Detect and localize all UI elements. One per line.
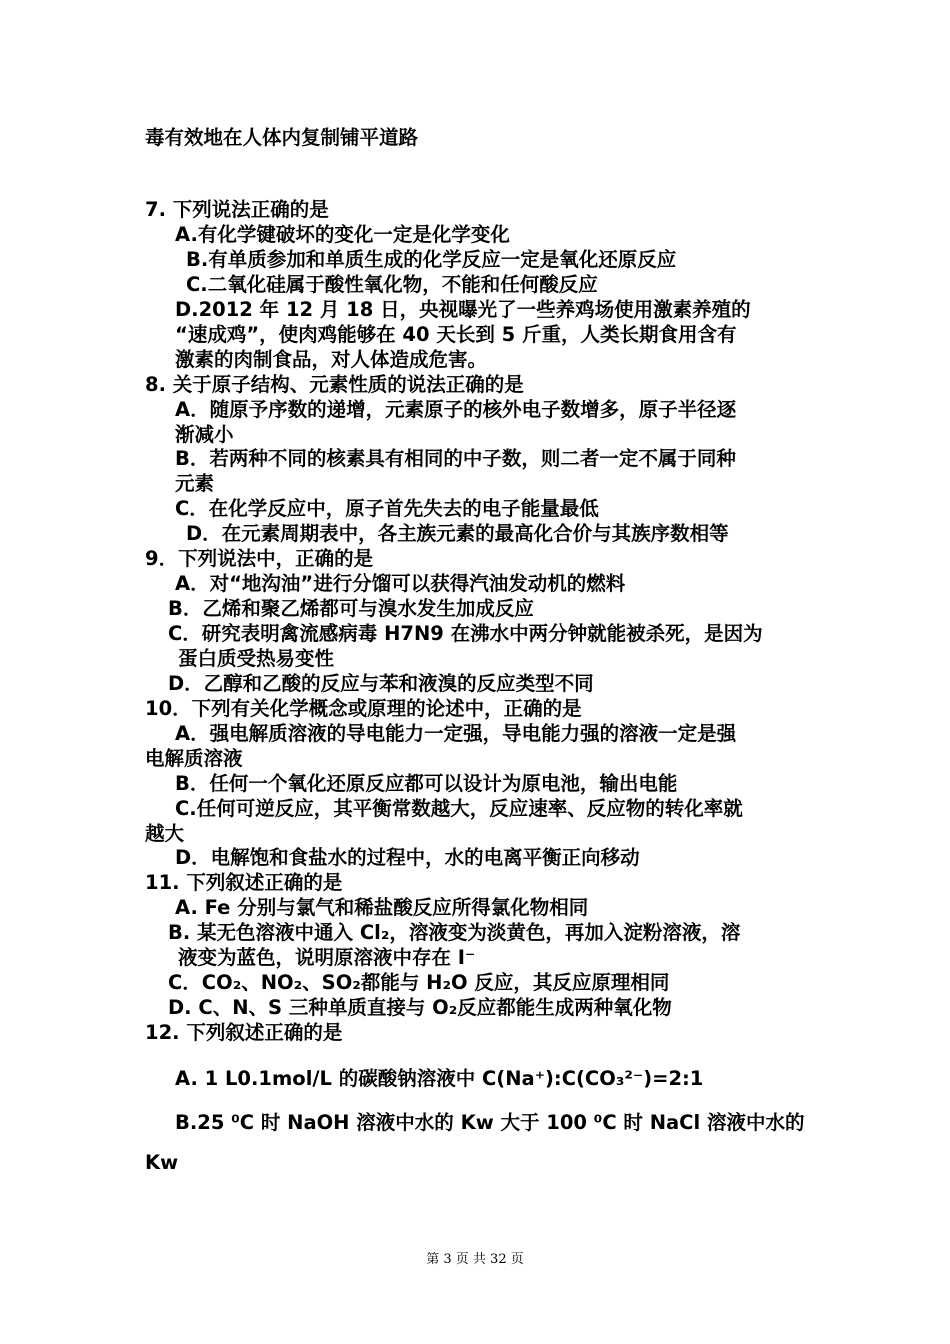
- q10-option-a-line1: A．强电解质溶液的导电能力一定强，导电能力强的溶液一定是强: [175, 722, 737, 745]
- q10-option-d: D．电解饱和食盐水的过程中，水的电离平衡正向移动: [175, 846, 640, 869]
- q11-option-a: A. Fe 分别与氯气和稀盐酸反应所得氯化物相同: [175, 896, 589, 919]
- q11-stem: 11. 下列叙述正确的是: [145, 871, 343, 894]
- q12-option-a: A. 1 L0.1mol/L 的碳酸钠溶液中 C(Na⁺):C(CO₃²⁻)=2:1: [175, 1067, 704, 1090]
- q8-option-a-line2: 渐减小: [175, 423, 234, 446]
- q8-option-b-line2: 元素: [175, 472, 215, 495]
- page-footer: 第 3 页 共 32 页: [426, 1252, 524, 1267]
- q8-option-d: D．在元素周期表中，各主族元素的最高化合价与其族序数相等: [186, 522, 729, 545]
- q11-option-d: D. C、N、S 三种单质直接与 O₂反应都能生成两种氧化物: [168, 996, 672, 1019]
- q7-option-c: C.二氧化硅属于酸性氧化物，不能和任何酸反应: [186, 273, 598, 296]
- q12-option-b-line1: B.25 ⁰C 时 NaOH 溶液中水的 Kw 大于 100 ⁰C 时 NaCl 溶液中水的: [175, 1111, 805, 1134]
- q7-stem: 7. 下列说法正确的是: [145, 198, 329, 221]
- q10-stem: 10．下列有关化学概念或原理的论述中，正确的是: [145, 697, 582, 720]
- q7-option-d-line3: 激素的肉制食品，对人体造成危害。: [175, 348, 488, 371]
- q9-stem: 9．下列说法中，正确的是: [145, 547, 374, 570]
- q9-option-d: D．乙醇和乙酸的反应与苯和液溴的反应类型不同: [168, 672, 594, 695]
- q11-option-b-line2: 液变为蓝色，说明原溶液中存在 I⁻: [178, 946, 476, 969]
- q9-option-b: B．乙烯和聚乙烯都可与溴水发生加成反应: [168, 597, 534, 620]
- q8-option-c: C．在化学反应中，原子首先失去的电子能量最低: [175, 497, 599, 520]
- q10-option-c-line2: 越大: [145, 822, 185, 845]
- q7-option-b: B.有单质参加和单质生成的化学反应一定是氧化还原反应: [186, 248, 677, 271]
- q10-option-a-line2: 电解质溶液: [145, 747, 243, 770]
- q7-option-d-line1: D.2012 年 12 月 18 日，央视曝光了一些养鸡场使用激素养殖的: [175, 298, 751, 321]
- q7-option-d-line2: “速成鸡”，使肉鸡能够在 40 天长到 5 斤重，人类长期食用含有: [175, 323, 737, 346]
- intro-line: 毒有效地在人体内复制铺平道路: [145, 126, 419, 149]
- q11-option-c: C．CO₂、NO₂、SO₂都能与 H₂O 反应，其反应原理相同: [168, 971, 670, 994]
- q12-stem: 12. 下列叙述正确的是: [145, 1021, 343, 1044]
- q9-option-a: A．对“地沟油”进行分馏可以获得汽油发动机的燃料: [175, 572, 626, 595]
- q8-option-a-line1: A．随原予序数的递增，元素原子的核外电子数增多，原子半径逐: [175, 398, 737, 421]
- q12-option-b-line2: Kw: [145, 1151, 179, 1174]
- q8-option-b-line1: B．若两种不同的核素具有相同的中子数，则二者一定不属于同种: [175, 447, 736, 470]
- q11-option-b-line1: B. 某无色溶液中通入 Cl₂，溶液变为淡黄色，再加入淀粉溶液，溶: [168, 921, 741, 944]
- q9-option-c-line2: 蛋白质受热易变性: [178, 647, 335, 670]
- q7-option-a: A.有化学键破坏的变化一定是化学变化: [175, 223, 510, 246]
- q10-option-c-line1: C.任何可逆反应，其平衡常数越大，反应速率、反应物的转化率就: [175, 797, 743, 820]
- q9-option-c-line1: C．研究表明禽流感病毒 H7N9 在沸水中两分钟就能被杀死，是因为: [168, 622, 763, 645]
- q10-option-b: B．任何一个氧化还原反应都可以设计为原电池，输出电能: [175, 772, 678, 795]
- q8-stem: 8. 关于原子结构、元素性质的说法正确的是: [145, 373, 524, 396]
